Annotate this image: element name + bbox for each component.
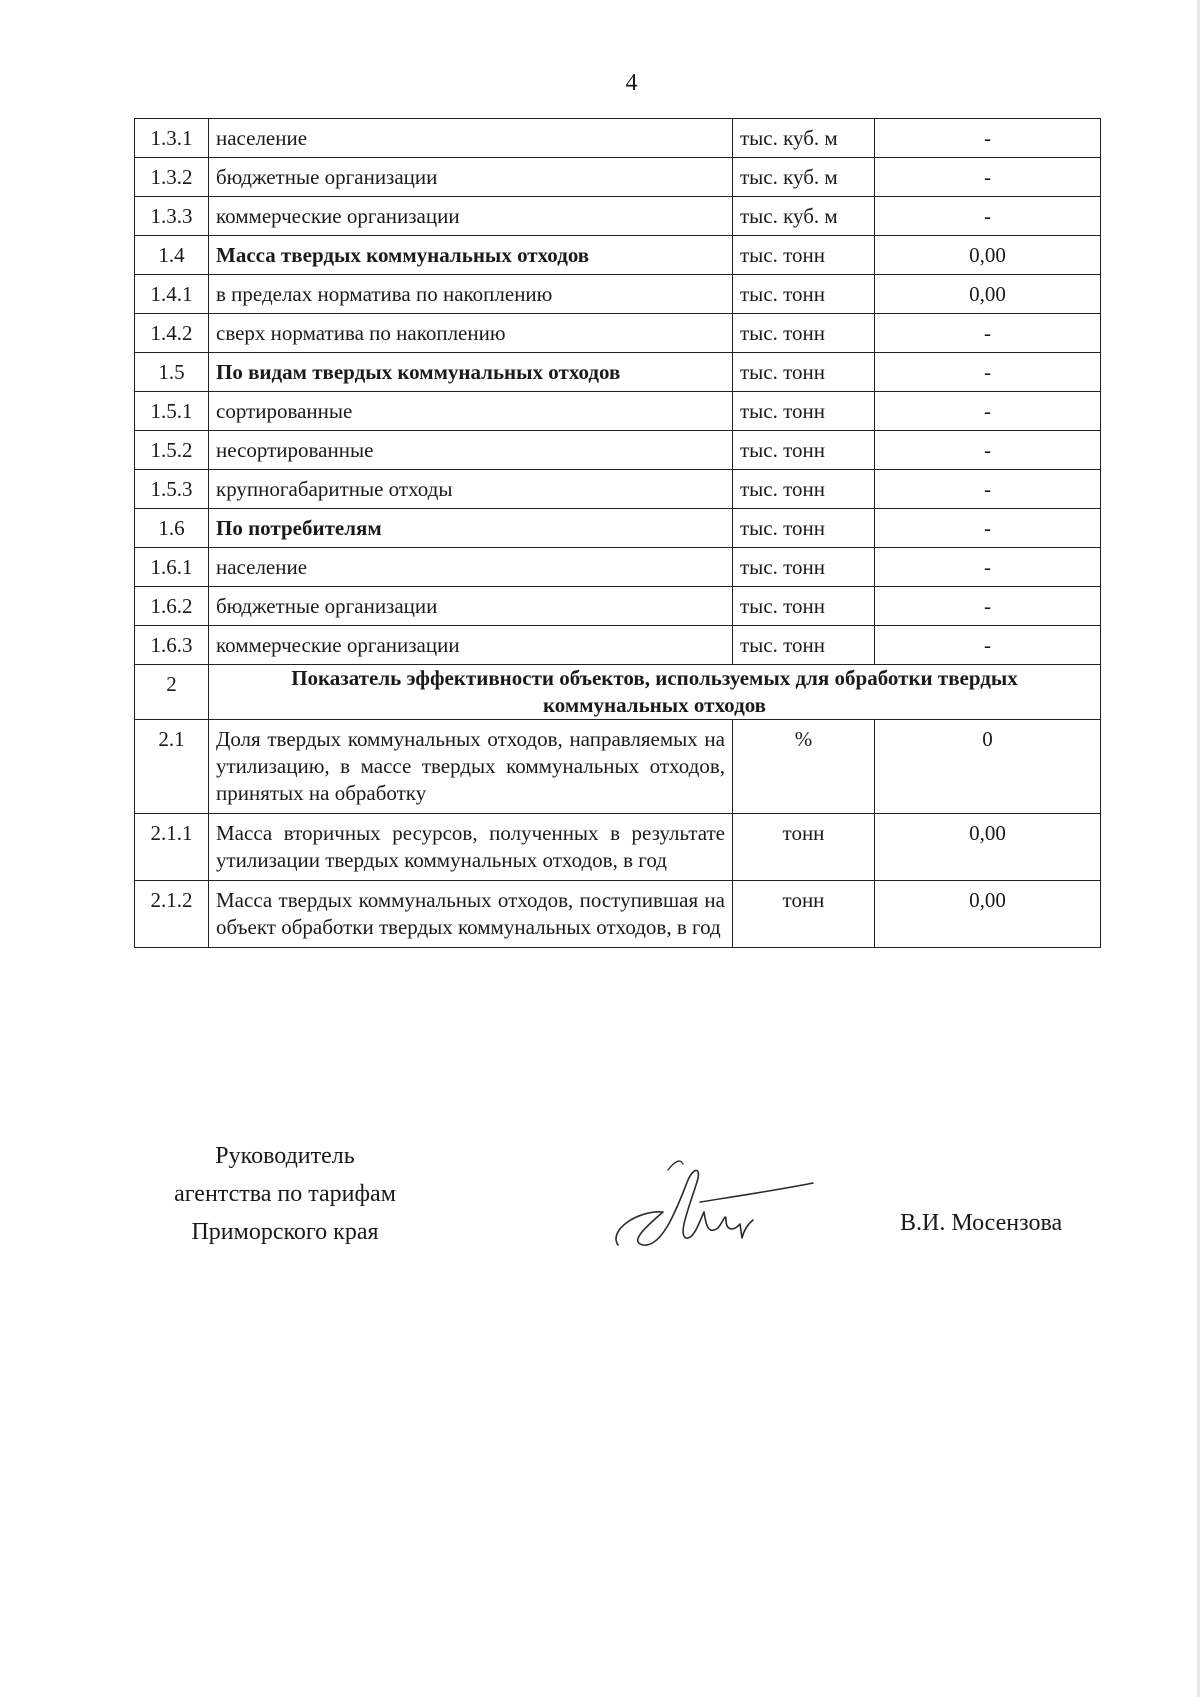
row-name: Масса твердых коммунальных отходов bbox=[209, 236, 733, 275]
row-number: 1.5.1 bbox=[135, 392, 209, 431]
row-unit: тыс. тонн bbox=[733, 431, 875, 470]
table-row bbox=[135, 548, 1101, 587]
row-unit: тыс. тонн bbox=[733, 236, 875, 275]
row-name: По видам твердых коммунальных отходов bbox=[209, 353, 733, 392]
table-row bbox=[135, 720, 1101, 814]
table-row bbox=[135, 353, 1101, 392]
row-number: 1.5.2 bbox=[135, 431, 209, 470]
row-unit: тыс. тонн bbox=[733, 587, 875, 626]
row-number: 2.1 bbox=[135, 720, 209, 814]
row-name: население bbox=[209, 119, 733, 158]
row-number: 2.1.2 bbox=[135, 881, 209, 948]
row-name: население bbox=[209, 548, 733, 587]
row-name: несортированные bbox=[209, 431, 733, 470]
row-name: Масса вторичных ресурсов, полученных в результате утилизации твердых коммунальных отходов, в год bbox=[209, 814, 733, 881]
table-row bbox=[135, 470, 1101, 509]
row-value: - bbox=[875, 353, 1101, 392]
signatory-title-line: Руководитель bbox=[215, 1143, 355, 1169]
row-unit: тонн bbox=[733, 814, 875, 881]
row-value: 0,00 bbox=[875, 881, 1101, 948]
indicators-table bbox=[134, 118, 1101, 948]
row-value: - bbox=[875, 470, 1101, 509]
row-value: - bbox=[875, 548, 1101, 587]
row-number: 2.1.1 bbox=[135, 814, 209, 881]
row-unit: тыс. куб. м bbox=[733, 197, 875, 236]
row-value: - bbox=[875, 431, 1101, 470]
row-unit: тонн bbox=[733, 881, 875, 948]
row-unit: тыс. тонн bbox=[733, 548, 875, 587]
row-value: - bbox=[875, 626, 1101, 665]
row-name: бюджетные организации bbox=[209, 158, 733, 197]
row-name: Масса твердых коммунальных отходов, поступившая на объект обработки твердых коммунальных отходов, в год bbox=[209, 881, 733, 948]
table-row bbox=[135, 275, 1101, 314]
row-value: - bbox=[875, 587, 1101, 626]
row-name: По потребителям bbox=[209, 509, 733, 548]
page-number: 4 bbox=[625, 70, 638, 96]
row-name: коммерческие организации bbox=[209, 626, 733, 665]
row-name: бюджетные организации bbox=[209, 587, 733, 626]
signatory-title bbox=[140, 1137, 430, 1251]
row-value: 0,00 bbox=[875, 814, 1101, 881]
row-unit: тыс. тонн bbox=[733, 275, 875, 314]
table-row bbox=[135, 392, 1101, 431]
row-number: 1.6.2 bbox=[135, 587, 209, 626]
table-row bbox=[135, 587, 1101, 626]
table-row bbox=[135, 236, 1101, 275]
table-row bbox=[135, 197, 1101, 236]
row-unit: тыс. тонн bbox=[733, 509, 875, 548]
row-value: - bbox=[875, 158, 1101, 197]
row-name: крупногабаритные отходы bbox=[209, 470, 733, 509]
row-unit: тыс. тонн bbox=[733, 392, 875, 431]
row-value: 0 bbox=[875, 720, 1101, 814]
row-value: 0,00 bbox=[875, 236, 1101, 275]
row-unit: % bbox=[733, 720, 875, 814]
row-value: 0,00 bbox=[875, 275, 1101, 314]
section-number: 2 bbox=[135, 665, 209, 720]
table-row bbox=[135, 626, 1101, 665]
row-number: 1.3.1 bbox=[135, 119, 209, 158]
signatory-title-line: Приморского края bbox=[191, 1219, 379, 1245]
row-name: сверх норматива по накоплению bbox=[209, 314, 733, 353]
section-header-row bbox=[135, 665, 1101, 720]
row-unit: тыс. тонн bbox=[733, 626, 875, 665]
table-row bbox=[135, 881, 1101, 948]
table-row bbox=[135, 814, 1101, 881]
table-row bbox=[135, 158, 1101, 197]
row-number: 1.5 bbox=[135, 353, 209, 392]
row-name: коммерческие организации bbox=[209, 197, 733, 236]
row-number: 1.5.3 bbox=[135, 470, 209, 509]
row-unit: тыс. куб. м bbox=[733, 119, 875, 158]
row-number: 1.3.2 bbox=[135, 158, 209, 197]
row-value: - bbox=[875, 392, 1101, 431]
table-row bbox=[135, 314, 1101, 353]
row-number: 1.6.1 bbox=[135, 548, 209, 587]
row-number: 1.4.2 bbox=[135, 314, 209, 353]
signatory-name: В.И. Мосензова bbox=[900, 1210, 1063, 1236]
row-number: 1.4.1 bbox=[135, 275, 209, 314]
row-name: Доля твердых коммунальных отходов, направляемых на утилизацию, в массе твердых коммунальных отходов, принятых на обработку bbox=[209, 720, 733, 814]
handwritten-signature bbox=[608, 1150, 818, 1260]
table-row bbox=[135, 119, 1101, 158]
row-number: 1.6 bbox=[135, 509, 209, 548]
row-unit: тыс. тонн bbox=[733, 353, 875, 392]
row-name: сортированные bbox=[209, 392, 733, 431]
row-value: - bbox=[875, 314, 1101, 353]
row-unit: тыс. куб. м bbox=[733, 158, 875, 197]
row-name: в пределах норматива по накоплению bbox=[209, 275, 733, 314]
table-row bbox=[135, 431, 1101, 470]
section-title: Показатель эффективности объектов, используемых для обработки твердых коммунальных отходов bbox=[209, 665, 1101, 720]
row-value: - bbox=[875, 119, 1101, 158]
row-unit: тыс. тонн bbox=[733, 314, 875, 353]
table-row bbox=[135, 509, 1101, 548]
signatory-title-line: агентства по тарифам bbox=[174, 1181, 396, 1207]
row-number: 1.6.3 bbox=[135, 626, 209, 665]
row-unit: тыс. тонн bbox=[733, 470, 875, 509]
row-value: - bbox=[875, 509, 1101, 548]
row-number: 1.3.3 bbox=[135, 197, 209, 236]
row-value: - bbox=[875, 197, 1101, 236]
row-number: 1.4 bbox=[135, 236, 209, 275]
